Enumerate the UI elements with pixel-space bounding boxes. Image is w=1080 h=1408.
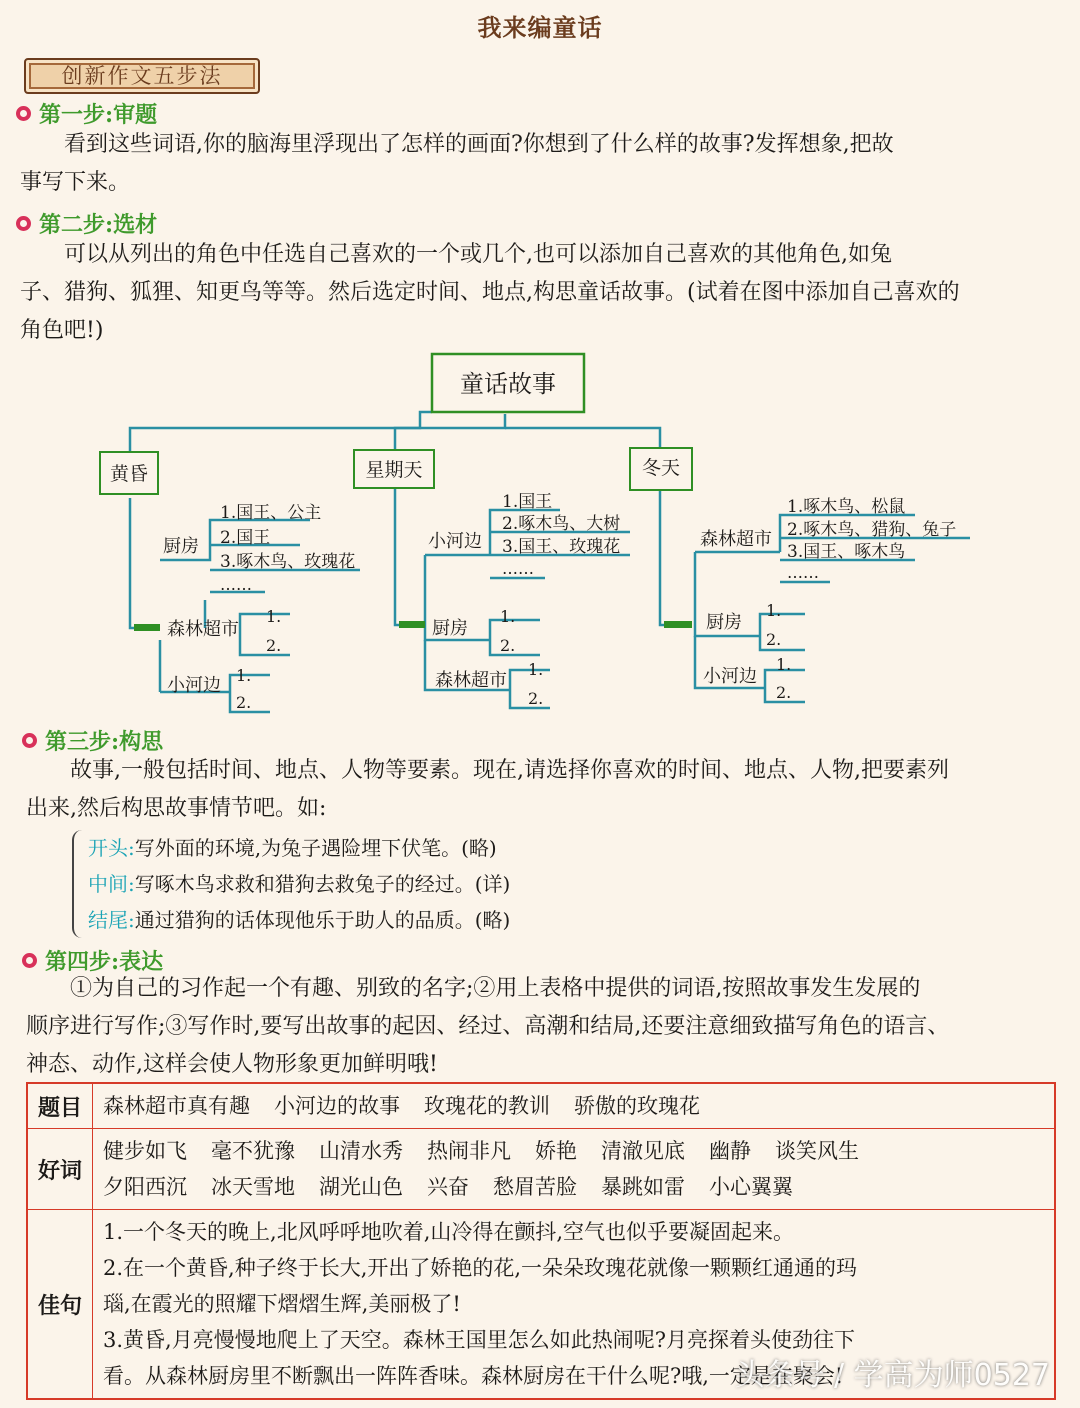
step3-paragraph xyxy=(26,752,1066,828)
place-label: 森林超市 xyxy=(435,670,507,691)
character-item: 1. xyxy=(266,607,282,626)
character-item: …… xyxy=(787,563,819,582)
story-outline xyxy=(72,830,688,938)
good-word: 清澈见底 xyxy=(601,1139,685,1163)
character-item: 2.啄木鸟、猎狗、兔子 xyxy=(787,520,957,540)
good-word: 愁眉苦脸 xyxy=(493,1175,577,1199)
step1-heading-text: 第一步:审题 xyxy=(39,102,158,128)
title-option: 玫瑰花的教训 xyxy=(424,1094,550,1118)
place-label: 厨房 xyxy=(432,618,468,639)
flower-bullet-icon xyxy=(16,106,31,121)
good-word: 暴跳如雷 xyxy=(601,1175,685,1199)
outline-key: 结尾: xyxy=(88,908,135,932)
character-item: 2.啄木鸟、大树 xyxy=(502,514,621,534)
title-option: 森林超市真有趣 xyxy=(103,1094,250,1118)
character-item: 1. xyxy=(528,660,544,679)
character-item: 2. xyxy=(766,630,782,649)
step2-text-line3: 角色吧!) xyxy=(20,318,104,343)
character-item: 2.国王 xyxy=(220,528,271,548)
character-item: 3.啄木鸟、玫瑰花 xyxy=(220,552,356,572)
row-label: 好词 xyxy=(27,1129,93,1210)
outline-key: 中间: xyxy=(88,872,135,896)
title-option: 小河边的故事 xyxy=(274,1094,400,1118)
flower-bullet-icon xyxy=(16,216,31,231)
time-label-3: 冬天 xyxy=(641,457,681,479)
character-item: 3.国王、玫瑰花 xyxy=(502,537,621,557)
flower-bullet-icon xyxy=(22,733,37,748)
row-label: 佳句 xyxy=(27,1210,93,1400)
watermark: 头条号 / 学高为师0527 xyxy=(734,1358,1050,1393)
good-sentence: 3.黄昏,月亮慢慢地爬上了天空。森林王国里怎么如此热闹呢?月亮探着头使劲往下 xyxy=(103,1328,855,1352)
character-item: 1.国王、公主 xyxy=(220,503,322,523)
place-label: 小河边 xyxy=(167,675,221,696)
character-item: …… xyxy=(220,575,252,594)
good-word: 山清水秀 xyxy=(319,1139,403,1163)
section-banner: 创新作文五步法 xyxy=(24,58,260,94)
character-item: 2. xyxy=(266,636,282,655)
outline-text: 通过猎狗的话体现他乐于助人的品质。(略) xyxy=(134,908,511,932)
character-item: 2. xyxy=(236,693,252,712)
good-sentence-cont: 瑙,在霞光的照耀下熠熠生辉,美丽极了! xyxy=(103,1292,461,1316)
step2-text-line1: 可以从列出的角色中任选自己喜欢的一个或几个,也可以添加自己喜欢的其他角色,如兔 xyxy=(64,242,892,267)
step4-text-line3: 神态、动作,这样会使人物形象更加鲜明哦! xyxy=(26,1052,438,1077)
step3-text-line1: 故事,一般包括时间、地点、人物等要素。现在,请选择你喜欢的时间、地点、人物,把要素列 xyxy=(70,758,949,783)
mind-map-root: 童话故事 xyxy=(460,370,556,398)
step3-text-line2: 出来,然后构思故事情节吧。如: xyxy=(26,796,327,821)
step2-paragraph xyxy=(20,236,1060,350)
character-item: 1. xyxy=(236,666,252,685)
place-label: 森林超市 xyxy=(700,529,772,550)
character-item: 2. xyxy=(528,689,544,708)
good-word: 幽静 xyxy=(709,1139,751,1163)
good-word: 小心翼翼 xyxy=(709,1175,793,1199)
step2-heading-text: 第二步:选材 xyxy=(39,212,158,238)
time-label-1: 黄昏 xyxy=(109,463,149,485)
good-word: 毫不犹豫 xyxy=(211,1139,295,1163)
character-item: 2. xyxy=(776,683,792,702)
character-item: 3.国王、啄木鸟 xyxy=(787,542,906,562)
good-word: 湖光山色 xyxy=(319,1175,403,1199)
good-sentence: 1.一个冬天的晚上,北风呼呼地吹着,山冷得在颤抖,空气也似乎要凝固起来。 xyxy=(103,1220,795,1244)
character-item: 1. xyxy=(500,607,516,626)
step1-text-line1: 看到这些词语,你的脑海里浮现出了怎样的画面?你想到了什么样的故事?发挥想象,把故 xyxy=(64,132,894,157)
step4-heading-text: 第四步:表达 xyxy=(45,949,164,975)
good-word: 热闹非凡 xyxy=(427,1139,511,1163)
step1-paragraph xyxy=(20,126,1060,202)
outline-line xyxy=(88,830,688,866)
place-label: 森林超市 xyxy=(167,619,239,640)
titles-cell xyxy=(93,1083,1056,1129)
good-word: 娇艳 xyxy=(535,1139,577,1163)
outline-text: 写外面的环境,为兔子遇险埋下伏笔。(略) xyxy=(134,836,497,860)
good-word: 谈笑风生 xyxy=(775,1139,859,1163)
step2-text-line2: 子、猎狗、狐狸、知更鸟等等。然后选定时间、地点,构思童话故事。(试着在图中添加自己喜欢的 xyxy=(20,280,960,305)
place-label: 厨房 xyxy=(706,612,742,633)
character-item: 2. xyxy=(500,636,516,655)
step1-text-line2: 事写下来。 xyxy=(20,170,131,195)
good-sentence-cont: 看。从森林厨房里不断飘出一阵阵香味。森林厨房在干什么呢?哦,一定是在聚会! xyxy=(103,1364,844,1388)
step1-heading xyxy=(16,98,157,129)
place-label: 小河边 xyxy=(428,531,482,552)
row-label: 题目 xyxy=(27,1083,93,1129)
outline-line xyxy=(88,902,688,938)
step4-text-line2: 顺序进行写作;③写作时,要写出故事的起因、经过、高潮和结局,还要注意细致描写角色的语言、 xyxy=(26,1014,950,1039)
time-label-2: 星期天 xyxy=(365,459,423,481)
character-item: 1. xyxy=(766,601,782,620)
outline-line xyxy=(88,866,688,902)
table-row xyxy=(27,1083,1055,1129)
outline-key: 开头: xyxy=(88,836,135,860)
good-word: 健步如飞 xyxy=(103,1139,187,1163)
step4-paragraph xyxy=(26,970,1066,1084)
title-option: 骄傲的玫瑰花 xyxy=(574,1094,700,1118)
place-label: 厨房 xyxy=(163,536,199,557)
table-row xyxy=(27,1129,1055,1210)
flower-bullet-icon xyxy=(22,953,37,968)
character-item: 1.啄木鸟、松鼠 xyxy=(787,497,906,517)
good-word: 冰天雪地 xyxy=(211,1175,295,1199)
step3-heading-text: 第三步:构思 xyxy=(45,729,164,755)
good-word: 夕阳西沉 xyxy=(103,1175,187,1199)
character-item: 1. xyxy=(776,655,792,674)
step4-text-line1: ①为自己的习作起一个有趣、别致的名字;②用上表格中提供的词语,按照故事发生发展的 xyxy=(70,976,921,1001)
words-cell xyxy=(93,1129,1056,1210)
place-label: 小河边 xyxy=(703,666,757,687)
character-item: …… xyxy=(502,559,534,578)
page-title: 我来编童话 xyxy=(477,13,603,42)
good-sentence: 2.在一个黄昏,种子终于长大,开出了娇艳的花,一朵朵玫瑰花就像一颗颗红通通的玛 xyxy=(103,1256,858,1280)
character-item: 1.国王 xyxy=(502,492,553,512)
outline-text: 写啄木鸟求救和猎狗去救兔子的经过。(详) xyxy=(134,872,511,896)
story-mind-map xyxy=(0,340,1080,720)
step2-heading xyxy=(16,208,157,239)
good-word: 兴奋 xyxy=(427,1175,469,1199)
